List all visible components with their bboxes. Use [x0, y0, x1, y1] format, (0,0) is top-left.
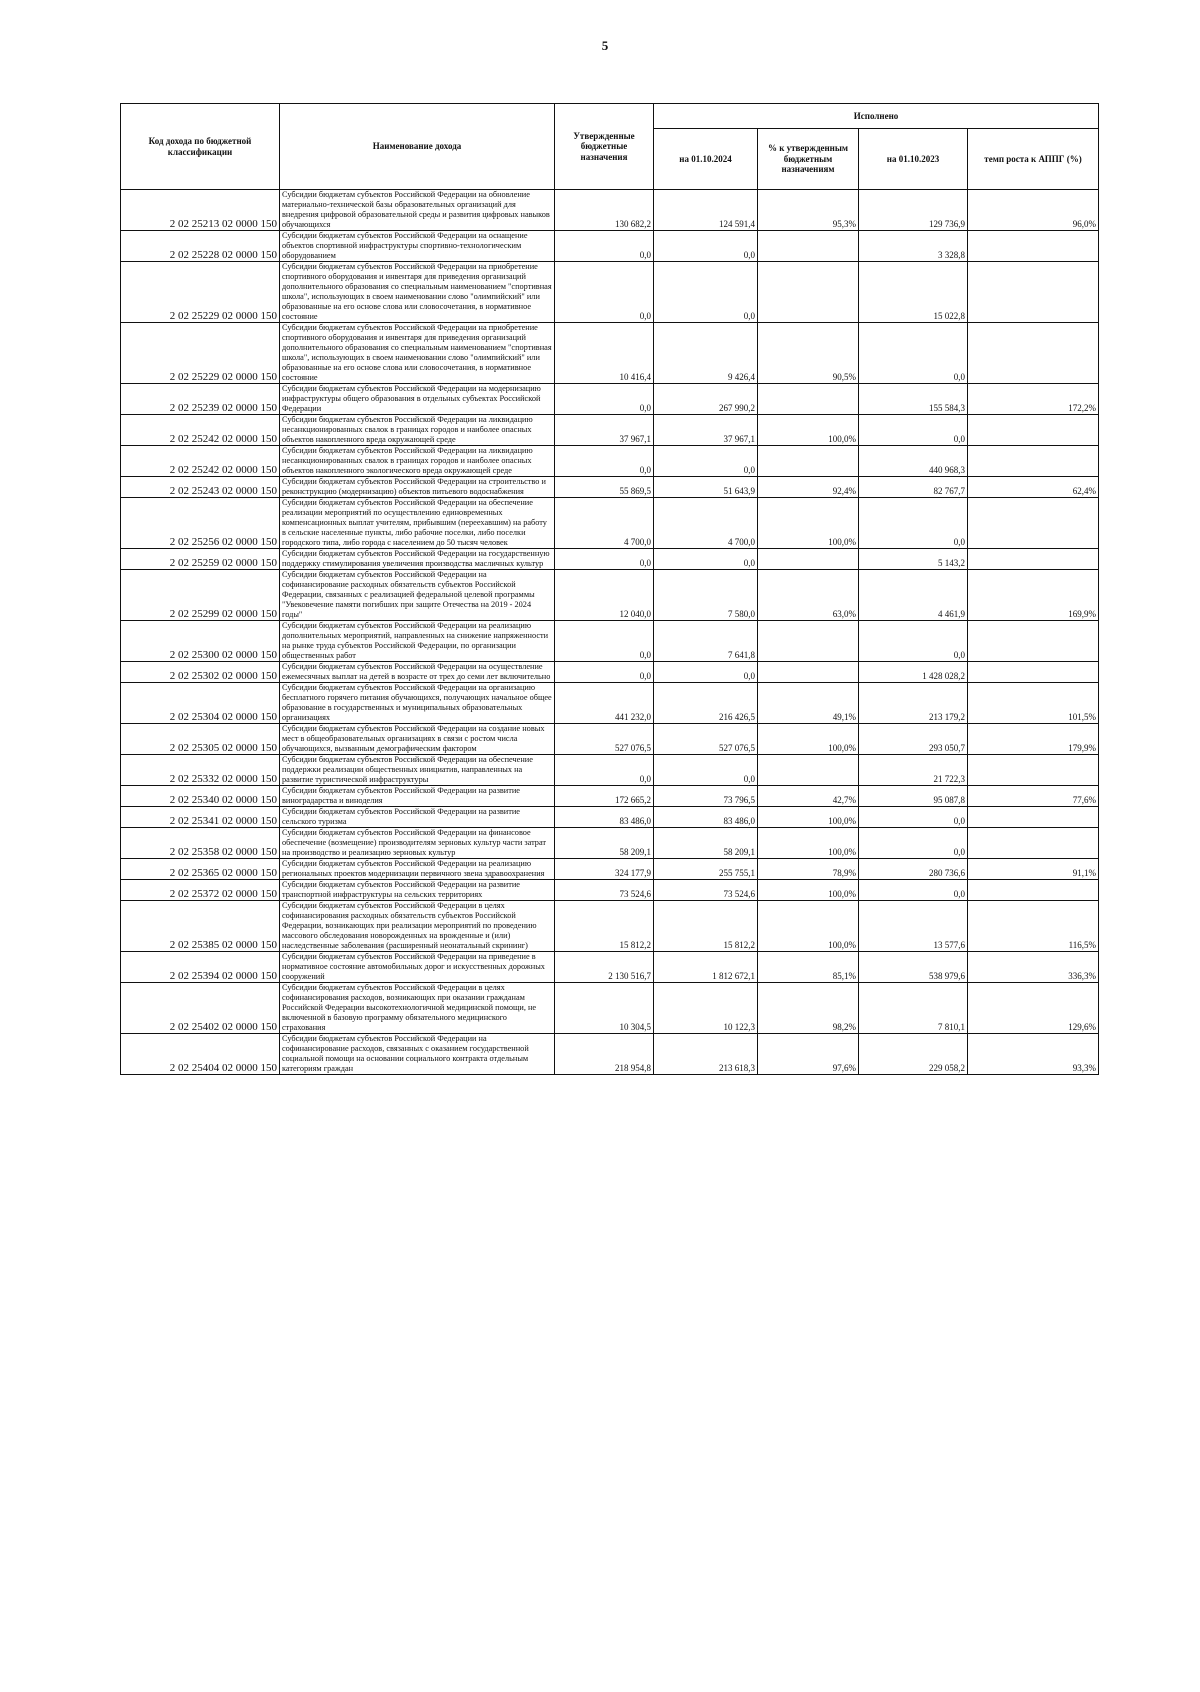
income-name-cell: Субсидии бюджетам субъектов Российской Федерации на развитие транспортной инфраструктуры на сельских территориях: [280, 880, 555, 901]
executed-2024-cell: 255 755,1: [654, 859, 758, 880]
budget-revenue-table: [120, 103, 1099, 1075]
income-name-cell: Субсидии бюджетам субъектов Российской Федерации на софинансирование расходных обязательств субъектов Российской Федерации, связанных с реализацией федеральной целевой программы "Увековечение памяти погибших при защите Отечества на 2019 - 2024 годы": [280, 570, 555, 621]
table-row: [121, 190, 1099, 231]
table-row: [121, 498, 1099, 549]
percent-executed-cell: [758, 262, 859, 323]
income-code-cell: 2 02 25341 02 0000 150: [121, 807, 280, 828]
approved-amount-cell: 0,0: [555, 621, 654, 662]
table-row: [121, 983, 1099, 1034]
executed-2024-cell: 0,0: [654, 446, 758, 477]
approved-amount-cell: 55 869,5: [555, 477, 654, 498]
executed-2023-cell: 155 584,3: [859, 384, 968, 415]
executed-2023-cell: 3 328,8: [859, 231, 968, 262]
income-name-cell: Субсидии бюджетам субъектов Российской Федерации на ликвидацию несанкционированных свалок в границах городов и наиболее опасных объектов накопленного вреда окружающей среде: [280, 415, 555, 446]
income-code-cell: 2 02 25300 02 0000 150: [121, 621, 280, 662]
percent-executed-cell: 97,6%: [758, 1034, 859, 1075]
approved-amount-cell: 0,0: [555, 446, 654, 477]
percent-executed-cell: [758, 755, 859, 786]
table-row: [121, 828, 1099, 859]
approved-amount-cell: 12 040,0: [555, 570, 654, 621]
executed-2023-cell: 21 722,3: [859, 755, 968, 786]
executed-2024-cell: 58 209,1: [654, 828, 758, 859]
income-name-cell: Субсидии бюджетам субъектов Российской Федерации на модернизацию инфраструктуры общего образования в отдельных субъектах Российской Федерации: [280, 384, 555, 415]
table-row: [121, 1034, 1099, 1075]
income-name-cell: Субсидии бюджетам субъектов Российской Федерации на государственную поддержку стимулирования увеличения производства масличных культур: [280, 549, 555, 570]
growth-rate-cell: 101,5%: [968, 683, 1099, 724]
growth-rate-cell: 169,9%: [968, 570, 1099, 621]
table-row: [121, 683, 1099, 724]
income-code-cell: 2 02 25299 02 0000 150: [121, 570, 280, 621]
income-name-cell: Субсидии бюджетам субъектов Российской Федерации на оснащение объектов спортивной инфраструктуры спортивно-технологическим оборудованием: [280, 231, 555, 262]
growth-rate-cell: [968, 231, 1099, 262]
executed-2024-cell: 83 486,0: [654, 807, 758, 828]
table-row: [121, 755, 1099, 786]
table-row: [121, 549, 1099, 570]
approved-amount-cell: 172 665,2: [555, 786, 654, 807]
table-header: [121, 104, 1099, 190]
header-date-2023: на 01.10.2023: [859, 129, 968, 190]
table-row: [121, 477, 1099, 498]
approved-amount-cell: 441 232,0: [555, 683, 654, 724]
table-row: [121, 323, 1099, 384]
growth-rate-cell: 172,2%: [968, 384, 1099, 415]
executed-2024-cell: 0,0: [654, 755, 758, 786]
table-row: [121, 786, 1099, 807]
percent-executed-cell: 100,0%: [758, 415, 859, 446]
header-growth: темп роста к АППГ (%): [968, 129, 1099, 190]
header-date-2024: на 01.10.2024: [654, 129, 758, 190]
income-name-cell: Субсидии бюджетам субъектов Российской Федерации на строительство и реконструкцию (модернизацию) объектов питьевого водоснабжения: [280, 477, 555, 498]
income-code-cell: 2 02 25256 02 0000 150: [121, 498, 280, 549]
executed-2024-cell: 0,0: [654, 262, 758, 323]
approved-amount-cell: 324 177,9: [555, 859, 654, 880]
executed-2024-cell: 0,0: [654, 662, 758, 683]
approved-amount-cell: 130 682,2: [555, 190, 654, 231]
growth-rate-cell: 96,0%: [968, 190, 1099, 231]
executed-2024-cell: 73 796,5: [654, 786, 758, 807]
executed-2024-cell: 7 580,0: [654, 570, 758, 621]
growth-rate-cell: [968, 662, 1099, 683]
approved-amount-cell: 15 812,2: [555, 901, 654, 952]
executed-2023-cell: 0,0: [859, 621, 968, 662]
income-code-cell: 2 02 25358 02 0000 150: [121, 828, 280, 859]
approved-amount-cell: 10 304,5: [555, 983, 654, 1034]
header-executed: Исполнено: [654, 104, 1099, 129]
executed-2023-cell: 1 428 028,2: [859, 662, 968, 683]
executed-2023-cell: 293 050,7: [859, 724, 968, 755]
table-row: [121, 901, 1099, 952]
income-code-cell: 2 02 25305 02 0000 150: [121, 724, 280, 755]
executed-2024-cell: 37 967,1: [654, 415, 758, 446]
executed-2024-cell: 73 524,6: [654, 880, 758, 901]
table-row: [121, 859, 1099, 880]
growth-rate-cell: [968, 498, 1099, 549]
table-row: [121, 724, 1099, 755]
income-code-cell: 2 02 25213 02 0000 150: [121, 190, 280, 231]
executed-2024-cell: 4 700,0: [654, 498, 758, 549]
income-code-cell: 2 02 25304 02 0000 150: [121, 683, 280, 724]
percent-executed-cell: 100,0%: [758, 828, 859, 859]
executed-2023-cell: 0,0: [859, 498, 968, 549]
income-name-cell: Субсидии бюджетам субъектов Российской Федерации на софинансирование расходов, связанных с оказанием государственной социальной помощи на основании социального контракта отдельным категориям граждан: [280, 1034, 555, 1075]
executed-2024-cell: 213 618,3: [654, 1034, 758, 1075]
executed-2023-cell: 280 736,6: [859, 859, 968, 880]
approved-amount-cell: 4 700,0: [555, 498, 654, 549]
income-name-cell: Субсидии бюджетам субъектов Российской Федерации в целях софинансирования расходных обязательств субъектов Российской Федерации, возникающих при реализации мероприятий по проведению массового обследования новорожденных на врожденные и (или) наследственные заболевания (расширенный неонатальный скрининг): [280, 901, 555, 952]
income-code-cell: 2 02 25404 02 0000 150: [121, 1034, 280, 1075]
income-code-cell: 2 02 25372 02 0000 150: [121, 880, 280, 901]
executed-2023-cell: 5 143,2: [859, 549, 968, 570]
table-row: [121, 415, 1099, 446]
executed-2024-cell: 527 076,5: [654, 724, 758, 755]
table-row: [121, 662, 1099, 683]
executed-2023-cell: 95 087,8: [859, 786, 968, 807]
income-code-cell: 2 02 25228 02 0000 150: [121, 231, 280, 262]
table-row: [121, 952, 1099, 983]
approved-amount-cell: 0,0: [555, 262, 654, 323]
income-code-cell: 2 02 25385 02 0000 150: [121, 901, 280, 952]
percent-executed-cell: 98,2%: [758, 983, 859, 1034]
percent-executed-cell: 100,0%: [758, 498, 859, 549]
income-name-cell: Субсидии бюджетам субъектов Российской Федерации на приобретение спортивного оборудования и инвентаря для приведения организаций дополнительного образования со специальным наименованием "спортивная школа", использующих в своем наименовании слово "олимпийский" или образованные на его основе слова или словосочетания, в нормативное состояние: [280, 323, 555, 384]
executed-2023-cell: 213 179,2: [859, 683, 968, 724]
income-name-cell: Субсидии бюджетам субъектов Российской Федерации на осуществление ежемесячных выплат на детей в возрасте от трех до семи лет включительно: [280, 662, 555, 683]
percent-executed-cell: [758, 446, 859, 477]
income-code-cell: 2 02 25332 02 0000 150: [121, 755, 280, 786]
approved-amount-cell: 218 954,8: [555, 1034, 654, 1075]
header-name: Наименование дохода: [280, 104, 555, 190]
income-code-cell: 2 02 25394 02 0000 150: [121, 952, 280, 983]
table-body: [121, 190, 1099, 1075]
percent-executed-cell: 63,0%: [758, 570, 859, 621]
percent-executed-cell: 100,0%: [758, 901, 859, 952]
income-code-cell: 2 02 25229 02 0000 150: [121, 262, 280, 323]
growth-rate-cell: [968, 549, 1099, 570]
executed-2023-cell: 15 022,8: [859, 262, 968, 323]
approved-amount-cell: 0,0: [555, 231, 654, 262]
growth-rate-cell: 179,9%: [968, 724, 1099, 755]
table-row: [121, 231, 1099, 262]
growth-rate-cell: [968, 755, 1099, 786]
executed-2023-cell: 0,0: [859, 323, 968, 384]
percent-executed-cell: 78,9%: [758, 859, 859, 880]
growth-rate-cell: 91,1%: [968, 859, 1099, 880]
table-row: [121, 880, 1099, 901]
percent-executed-cell: 42,7%: [758, 786, 859, 807]
header-approved: Утвержденные бюджетные назначения: [555, 104, 654, 190]
approved-amount-cell: 0,0: [555, 384, 654, 415]
percent-executed-cell: 95,3%: [758, 190, 859, 231]
percent-executed-cell: [758, 621, 859, 662]
executed-2023-cell: 82 767,7: [859, 477, 968, 498]
percent-executed-cell: 100,0%: [758, 880, 859, 901]
growth-rate-cell: 77,6%: [968, 786, 1099, 807]
approved-amount-cell: 83 486,0: [555, 807, 654, 828]
growth-rate-cell: 129,6%: [968, 983, 1099, 1034]
table-row: [121, 807, 1099, 828]
executed-2024-cell: 267 990,2: [654, 384, 758, 415]
income-code-cell: 2 02 25242 02 0000 150: [121, 415, 280, 446]
income-name-cell: Субсидии бюджетам субъектов Российской Федерации на приобретение спортивного оборудования и инвентаря для приведения организаций дополнительного образования со специальным наименованием "спортивная школа", использующих в своем наименовании слово "олимпийский" или образованные на его основе слова или словосочетания, в нормативное состояние: [280, 262, 555, 323]
approved-amount-cell: 58 209,1: [555, 828, 654, 859]
approved-amount-cell: 73 524,6: [555, 880, 654, 901]
executed-2023-cell: 0,0: [859, 807, 968, 828]
table-row: [121, 446, 1099, 477]
executed-2023-cell: 0,0: [859, 828, 968, 859]
executed-2023-cell: 0,0: [859, 880, 968, 901]
income-code-cell: 2 02 25239 02 0000 150: [121, 384, 280, 415]
income-name-cell: Субсидии бюджетам субъектов Российской Федерации на ликвидацию несанкционированных свалок в границах городов и наиболее опасных объектов накопленного экологического вреда окружающей среде: [280, 446, 555, 477]
executed-2023-cell: 7 810,1: [859, 983, 968, 1034]
executed-2024-cell: 15 812,2: [654, 901, 758, 952]
growth-rate-cell: [968, 446, 1099, 477]
executed-2024-cell: 1 812 672,1: [654, 952, 758, 983]
income-name-cell: Субсидии бюджетам субъектов Российской Федерации на реализацию региональных проектов модернизации первичного звена здравоохранения: [280, 859, 555, 880]
income-name-cell: Субсидии бюджетам субъектов Российской Федерации на обеспечение реализации мероприятий по осуществлению единовременных компенсационных выплат учителям, прибывшим (переехавшим) на работу в сельские населенные пункты, либо рабочие поселки, либо поселки городского типа, либо города с населением до 50 тысяч человек: [280, 498, 555, 549]
approved-amount-cell: 0,0: [555, 755, 654, 786]
header-percent: % к утвержденным бюджетным назначениям: [758, 129, 859, 190]
table-row: [121, 384, 1099, 415]
income-code-cell: 2 02 25242 02 0000 150: [121, 446, 280, 477]
executed-2023-cell: 229 058,2: [859, 1034, 968, 1075]
table-row: [121, 262, 1099, 323]
income-name-cell: Субсидии бюджетам субъектов Российской Федерации на организацию бесплатного горячего питания обучающихся, получающих начальное общее образование в государственных и муниципальных образовательных организациях: [280, 683, 555, 724]
approved-amount-cell: 37 967,1: [555, 415, 654, 446]
income-name-cell: Субсидии бюджетам субъектов Российской Федерации на реализацию дополнительных мероприятий, направленных на снижение напряженности на рынке труда субъектов Российской Федерации, по организации общественных работ: [280, 621, 555, 662]
growth-rate-cell: [968, 828, 1099, 859]
executed-2023-cell: 129 736,9: [859, 190, 968, 231]
percent-executed-cell: [758, 384, 859, 415]
growth-rate-cell: [968, 621, 1099, 662]
approved-amount-cell: 0,0: [555, 662, 654, 683]
executed-2024-cell: 216 426,5: [654, 683, 758, 724]
growth-rate-cell: [968, 807, 1099, 828]
executed-2024-cell: 51 643,9: [654, 477, 758, 498]
percent-executed-cell: [758, 662, 859, 683]
growth-rate-cell: 62,4%: [968, 477, 1099, 498]
executed-2023-cell: 538 979,6: [859, 952, 968, 983]
executed-2023-cell: 4 461,9: [859, 570, 968, 621]
approved-amount-cell: 10 416,4: [555, 323, 654, 384]
executed-2024-cell: 10 122,3: [654, 983, 758, 1034]
table-row: [121, 570, 1099, 621]
income-code-cell: 2 02 25402 02 0000 150: [121, 983, 280, 1034]
percent-executed-cell: [758, 549, 859, 570]
percent-executed-cell: 85,1%: [758, 952, 859, 983]
income-code-cell: 2 02 25365 02 0000 150: [121, 859, 280, 880]
executed-2024-cell: 9 426,4: [654, 323, 758, 384]
income-name-cell: Субсидии бюджетам субъектов Российской Федерации на развитие виноградарства и виноделия: [280, 786, 555, 807]
approved-amount-cell: 527 076,5: [555, 724, 654, 755]
income-name-cell: Субсидии бюджетам субъектов Российской Федерации на развитие сельского туризма: [280, 807, 555, 828]
percent-executed-cell: 100,0%: [758, 807, 859, 828]
growth-rate-cell: 116,5%: [968, 901, 1099, 952]
percent-executed-cell: 49,1%: [758, 683, 859, 724]
income-name-cell: Субсидии бюджетам субъектов Российской Федерации на финансовое обеспечение (возмещение) производителям зерновых культур части затрат на производство и реализацию зерновых культур: [280, 828, 555, 859]
percent-executed-cell: [758, 231, 859, 262]
income-name-cell: Субсидии бюджетам субъектов Российской Федерации на создание новых мест в общеобразовательных организациях в связи с ростом числа обучающихся, вызванным демографическим фактором: [280, 724, 555, 755]
table-row: [121, 621, 1099, 662]
growth-rate-cell: 93,3%: [968, 1034, 1099, 1075]
page-number: 5: [601, 38, 609, 53]
executed-2024-cell: 0,0: [654, 231, 758, 262]
percent-executed-cell: 90,5%: [758, 323, 859, 384]
growth-rate-cell: [968, 415, 1099, 446]
header-code: Код дохода по бюджетной классификации: [121, 104, 280, 190]
income-name-cell: Субсидии бюджетам субъектов Российской Федерации на приведение в нормативное состояние автомобильных дорог и искусственных дорожных сооружений: [280, 952, 555, 983]
executed-2023-cell: 440 968,3: [859, 446, 968, 477]
income-name-cell: Субсидии бюджетам субъектов Российской Федерации в целях софинансирования расходов, возникающих при оказании гражданам Российской Федерации высокотехнологичной медицинской помощи, не включенной в базовую программу обязательного медицинского страхования: [280, 983, 555, 1034]
executed-2024-cell: 7 641,8: [654, 621, 758, 662]
growth-rate-cell: 336,3%: [968, 952, 1099, 983]
income-code-cell: 2 02 25302 02 0000 150: [121, 662, 280, 683]
growth-rate-cell: [968, 880, 1099, 901]
executed-2024-cell: 0,0: [654, 549, 758, 570]
growth-rate-cell: [968, 262, 1099, 323]
executed-2023-cell: 13 577,6: [859, 901, 968, 952]
approved-amount-cell: 2 130 516,7: [555, 952, 654, 983]
growth-rate-cell: [968, 323, 1099, 384]
income-code-cell: 2 02 25340 02 0000 150: [121, 786, 280, 807]
executed-2024-cell: 124 591,4: [654, 190, 758, 231]
income-code-cell: 2 02 25229 02 0000 150: [121, 323, 280, 384]
percent-executed-cell: 100,0%: [758, 724, 859, 755]
percent-executed-cell: 92,4%: [758, 477, 859, 498]
income-name-cell: Субсидии бюджетам субъектов Российской Федерации на обновление материально-технической базы образовательных организаций для внедрения цифровой образовательной среды и развития цифровых навыков обучающихся: [280, 190, 555, 231]
income-code-cell: 2 02 25259 02 0000 150: [121, 549, 280, 570]
executed-2023-cell: 0,0: [859, 415, 968, 446]
income-name-cell: Субсидии бюджетам субъектов Российской Федерации на обеспечение поддержки реализации общественных инициатив, направленных на развитие туристической инфраструктуры: [280, 755, 555, 786]
approved-amount-cell: 0,0: [555, 549, 654, 570]
income-code-cell: 2 02 25243 02 0000 150: [121, 477, 280, 498]
